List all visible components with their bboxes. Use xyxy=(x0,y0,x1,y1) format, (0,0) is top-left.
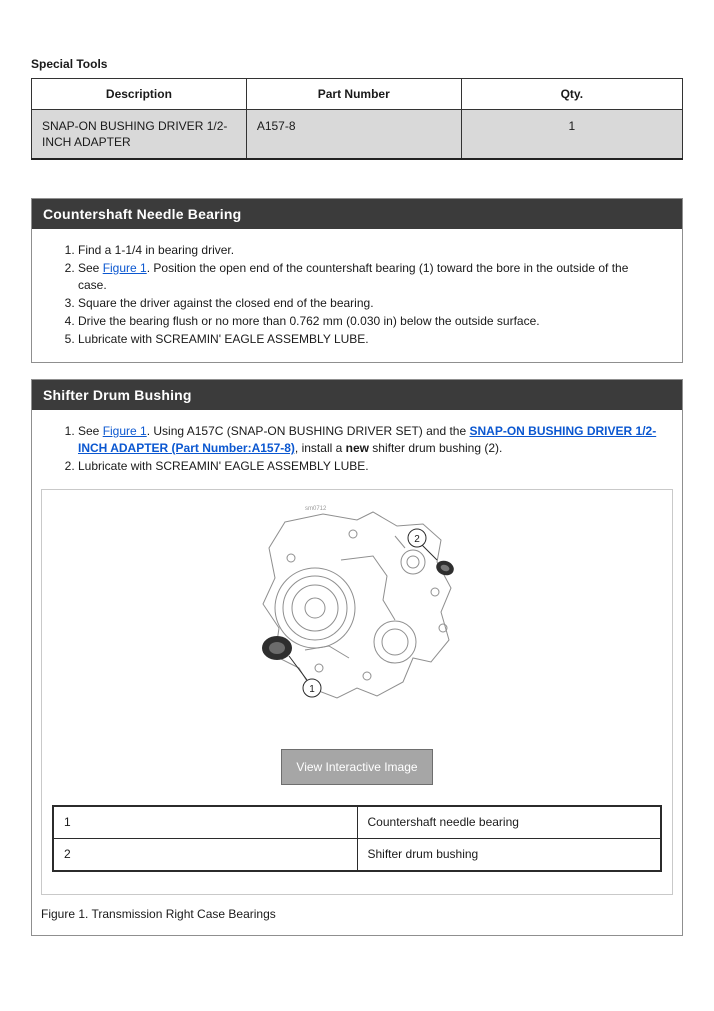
step-text: Lubricate with SCREAMIN' EAGLE ASSEMBLY LUBE. xyxy=(78,459,369,473)
svg-text:1: 1 xyxy=(308,684,315,695)
procedure-step xyxy=(78,260,660,294)
bold-text: new xyxy=(345,441,369,455)
col-header-description: Description xyxy=(32,79,247,110)
figure-1-link[interactable]: Figure 1 xyxy=(102,424,147,438)
tool-description-cell: SNAP-ON BUSHING DRIVER 1/2-INCH ADAPTER xyxy=(32,110,247,160)
procedure-list xyxy=(32,242,682,348)
figure-1-link[interactable]: Figure 1 xyxy=(102,261,147,275)
figure-legend-table xyxy=(52,805,662,872)
callout-2-marker xyxy=(408,529,426,547)
step-text: Find a 1-1/4 in bearing driver. xyxy=(78,243,235,257)
special-tools-heading: Special Tools xyxy=(31,57,108,71)
table-row xyxy=(32,110,683,160)
part-number-link[interactable]: SNAP-ON BUSHING DRIVER 1/2-INCH ADAPTER (Part Number:A157-8) xyxy=(78,424,657,455)
step-text: Drive the bearing flush or no more than 0.762 mm (0.030 in) below the outside surface. xyxy=(78,314,540,328)
step-text: shifter drum bushing (2). xyxy=(368,441,503,455)
table-row xyxy=(53,806,661,839)
callout-number-cell: 1 xyxy=(53,806,357,839)
section-header: Countershaft Needle Bearing xyxy=(32,199,682,229)
callout-label-cell: Shifter drum bushing xyxy=(357,839,661,872)
step-text: See xyxy=(78,424,103,438)
callout-number-cell: 2 xyxy=(53,839,357,872)
step-text: See xyxy=(78,261,103,275)
tool-qty-cell: 1 xyxy=(461,110,682,160)
case-line-drawing xyxy=(245,500,470,730)
section-header: Shifter Drum Bushing xyxy=(32,380,682,410)
step-text: , install a xyxy=(294,441,346,455)
step-text: Square the driver against the closed end of the bearing. xyxy=(78,296,374,310)
procedure-step xyxy=(78,458,660,475)
col-header-part-number: Part Number xyxy=(246,79,461,110)
procedure-step xyxy=(78,242,660,259)
section-countershaft-needle-bearing xyxy=(31,198,683,363)
special-tools-table xyxy=(31,78,683,160)
callout-1-marker xyxy=(303,679,321,697)
procedure-list xyxy=(32,423,682,475)
tool-part-number-cell: A157-8 xyxy=(246,110,461,160)
step-text: . Position the open end of the countershaft bearing (1) toward the bore in the outside of the case. xyxy=(78,261,629,292)
table-header-row xyxy=(32,79,683,110)
callout-label-cell: Countershaft needle bearing xyxy=(357,806,661,839)
svg-text:2: 2 xyxy=(413,534,420,545)
countershaft-bearing-part xyxy=(262,636,292,660)
procedure-step xyxy=(78,423,660,457)
callout-leader-lines xyxy=(289,544,437,680)
procedure-step xyxy=(78,295,660,312)
figure-container xyxy=(41,489,673,895)
col-header-qty: Qty. xyxy=(461,79,682,110)
step-text: . Using A157C (SNAP-ON BUSHING DRIVER SET) and the xyxy=(146,424,470,438)
table-row xyxy=(53,839,661,872)
section-shifter-drum-bushing xyxy=(31,379,683,936)
figure-caption: Figure 1. Transmission Right Case Bearings xyxy=(41,907,276,921)
view-interactive-image-button[interactable]: View Interactive Image xyxy=(281,749,432,785)
procedure-step xyxy=(78,331,660,348)
figure-image xyxy=(52,500,662,733)
image-code: sm0712 xyxy=(304,506,326,512)
step-text: Lubricate with SCREAMIN' EAGLE ASSEMBLY LUBE. xyxy=(78,332,369,346)
procedure-step xyxy=(78,313,660,330)
